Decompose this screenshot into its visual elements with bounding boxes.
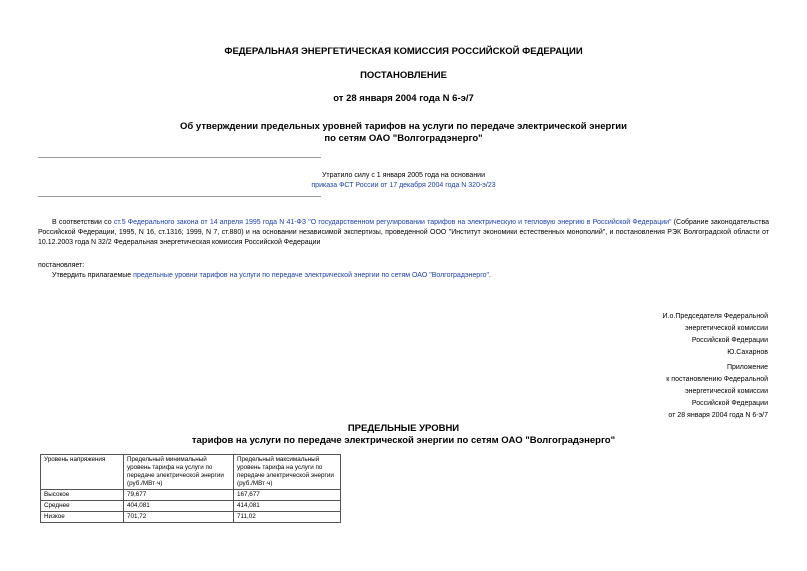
appendix-line4: Российской Федерации	[691, 400, 768, 407]
doc-title-line2: по сетям ОАО "Волгоградэнерго"	[324, 133, 483, 144]
tariff-table	[40, 454, 341, 523]
row-voltage: Высокое	[41, 490, 124, 501]
agency-name: ФЕДЕРАЛЬНАЯ ЭНЕРГЕТИЧЕСКАЯ КОМИССИЯ РОССИЙСКОЙ ФЕДЕРАЦИИ	[224, 46, 583, 57]
row-voltage: Низкое	[41, 512, 124, 523]
preamble-prefix: В соответствии со	[52, 219, 114, 226]
signature-line1: И.о.Председателя Федеральной	[662, 313, 768, 320]
row-voltage: Среднее	[41, 501, 124, 512]
resolution-prefix: Утвердить прилагаемые	[52, 272, 134, 279]
status-note: Утратило силу с 1 января 2005 года на основании	[321, 172, 486, 179]
table-row	[41, 490, 341, 501]
status-link-row	[0, 181, 807, 191]
repeal-order-link[interactable]: приказа ФСТ России от 17 декабря 2004 года N 320-э/23	[311, 182, 496, 189]
row-max: 711,02	[234, 512, 341, 523]
signature-block	[560, 311, 768, 359]
appendix-line2: к постановлению Федеральной	[666, 376, 768, 383]
table-header-row	[41, 455, 341, 490]
appendix-line1: Приложение	[726, 364, 768, 371]
table-row	[41, 501, 341, 512]
resolution-paragraph	[52, 271, 491, 281]
row-min: 701,72	[124, 512, 234, 523]
divider-bottom	[38, 196, 321, 197]
signature-line2: энергетической комиссии	[685, 325, 768, 332]
resolution-suffix: .	[488, 272, 491, 279]
federal-law-link[interactable]: ст.5 Федерального закона от 14 апреля 1995 года N 41-ФЗ "О государственном регулировании тарифов на электрическую и тепловую энергию в Российской Федерации"	[113, 219, 672, 226]
appendix-line3: энергетической комиссии	[685, 388, 768, 395]
doc-date: от 28 января 2004 года N 6-э/7	[333, 93, 474, 104]
resolves-text: постановляет:	[38, 262, 85, 269]
appendix-block	[560, 362, 768, 422]
preamble-rest: (Собрание законодательства Российской Федерации, 1995, N 16, ст.1316; 1999, N 7, ст.880) и на основании независимой экспертизы, проведенной ООО "Институт экономики естественных монополий", и постановления РЭК Волгоградской области от 10.12.2003 года N 32/2 Федеральная энергетическая комиссия Российской Федерации	[38, 219, 769, 246]
limits-title: ПРЕДЕЛЬНЫЕ УРОВНИ	[347, 423, 460, 434]
doc-type: ПОСТАНОВЛЕНИЕ	[360, 70, 447, 81]
appendix-line5: от 28 января 2004 года N 6-э/7	[668, 412, 768, 419]
divider-top	[38, 157, 321, 158]
row-min: 79,677	[124, 490, 234, 501]
doc-title-line1: Об утверждении предельных уровней тарифов на услуги по передаче электрической энергии	[180, 121, 627, 132]
limits-subtitle: тарифов на услуги по передаче электрической энергии по сетям ОАО "Волгоградэнерго"	[191, 435, 616, 446]
header-max: Предельный максимальный уровень тарифа на услуги по передаче электрической энергии (руб./МВт·ч)	[234, 455, 341, 490]
row-max: 414,081	[234, 501, 341, 512]
header-min: Предельный минимальный уровень тарифа на услуги по передаче электрической энергии (руб./МВт·ч)	[124, 455, 234, 490]
signature-line3: Российской Федерации	[691, 337, 768, 344]
preamble-paragraph	[38, 218, 769, 248]
signature-name: Ю.Сахарнов	[727, 349, 768, 356]
table-row	[41, 512, 341, 523]
header-voltage: Уровень напряжения	[41, 455, 124, 490]
row-min: 404,081	[124, 501, 234, 512]
tariff-limits-link[interactable]: предельные уровни тарифов на услуги по передаче электрической энергии по сетям ОАО "Волгоградэнерго"	[133, 272, 489, 279]
row-max: 167,677	[234, 490, 341, 501]
